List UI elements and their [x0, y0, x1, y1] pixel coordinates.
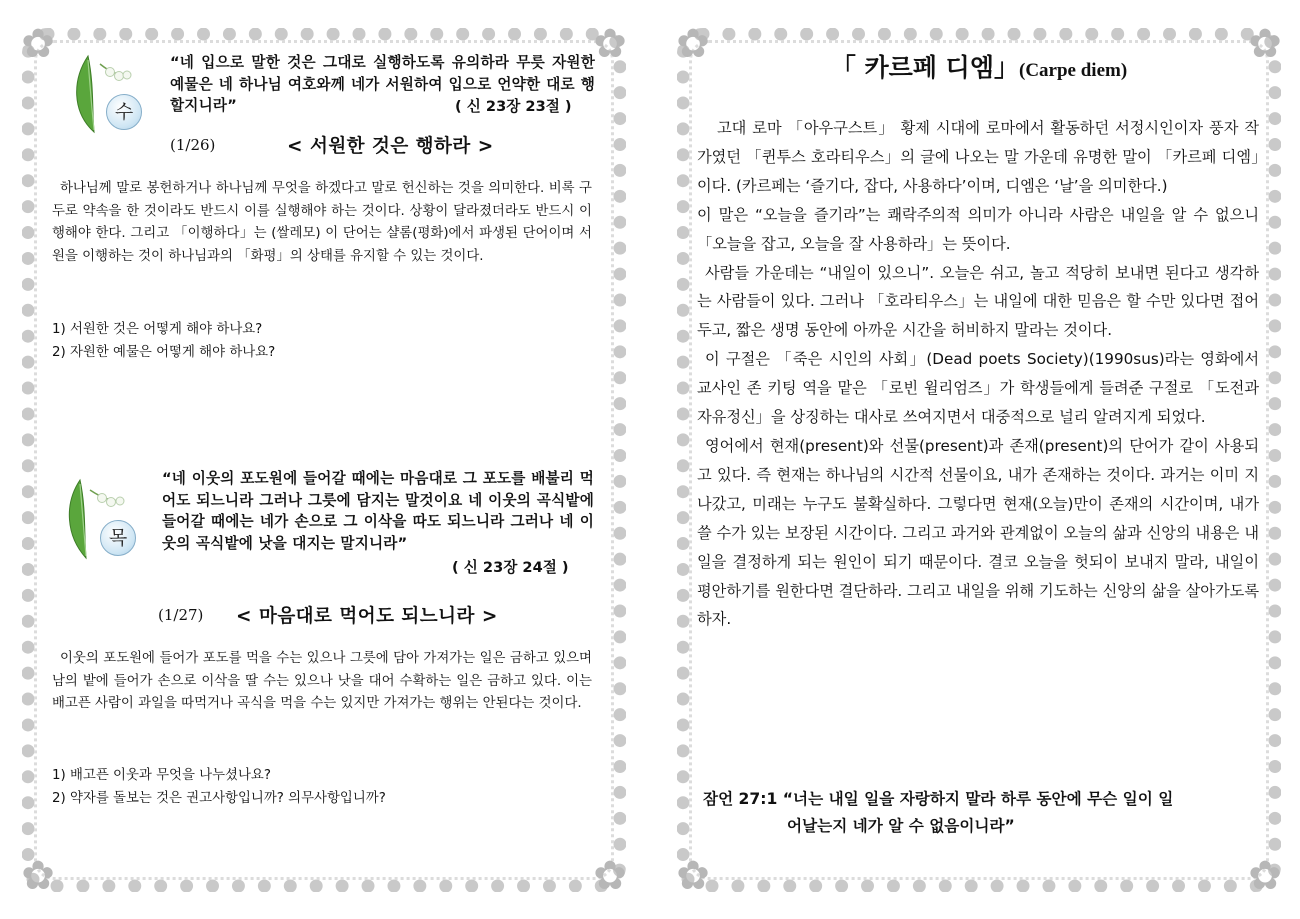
flower-corner-icon: ✿ [593, 21, 627, 67]
article-paragraph: 고대 로마 「아우구스트」 황제 시대에 로마에서 활동하던 서정시인이자 풍자 작가였던 「퀸투스 호라티우스」의 글에 나오는 말 가운데 유명한 말이 「카르페 디엠」이다. (카르페는 ‘즐기다, 잡다, 사용하다’이며, 디엠은 ‘날’을 의미한다.) [697, 119, 1259, 195]
lesson-body: 이웃의 포도원에 들어가 포도를 먹을 수는 있으나 그릇에 담아 가져가는 일은 금하고 있으며 남의 밭에 들어가 손으로 이삭을 딸 수는 있으나 낫을 대어 수확하는 일은 금하고 있다. 이는 배고픈 사람이 과일을 따먹거나 곡식을 먹을 수는 있지만 가져가는 행위는 안된다는 것이다. [52, 651, 592, 712]
lesson-body: 하나님께 말로 봉헌하거나 하나님께 무엇을 하겠다고 말로 헌신하는 것을 의미한다. 비록 구두로 약속을 한 것이라도 반드시 이를 실행해야 하는 것이다. 상황이 달라졌더라도 반드시 이행해야 한다. 그리고 「이행하다」는 (쌀레모) 이 단어는 샬롬(평화)에서 파생된 단어이며 서원을 이행하는 것이 하나님과의 「화평」의 상태를 유지할 수 있는 것이다. [52, 181, 592, 265]
flower-corner-icon: ✿ [21, 853, 55, 899]
verse-reference: ( 신 23장 24절 ) [452, 559, 569, 576]
discussion-questions [52, 318, 592, 364]
title-main: 「 카르페 디엠」 [830, 53, 1019, 82]
scripture-verse [162, 468, 594, 554]
discussion-questions [52, 764, 592, 810]
verse-text: “네 이웃의 포도원에 들어갈 때에는 마음대로 그 포도를 배불리 먹어도 되느니라 그러나 그릇에 담지는 말것이요 네 이웃의 곡식밭에 들어갈 때에는 네가 손으로 그 이삭을 따도 되느니라 그러나 네 이웃의 곡식밭에 낫을 대지는 말지니라” [162, 470, 594, 552]
lily-of-the-valley-icon [60, 476, 142, 562]
flower-corner-icon: ✿ [676, 853, 710, 899]
question-item: 1) 서원한 것은 어떻게 해야 하나요? [52, 322, 263, 337]
article-body [697, 114, 1259, 634]
lesson-title: < 서원한 것은 행하라 > [287, 136, 494, 157]
lily-of-the-valley-icon [66, 50, 148, 136]
question-item: 2) 자원한 예물은 어떻게 해야 하나요? [52, 345, 276, 360]
flower-corner-icon: ✿ [676, 21, 710, 67]
question-item: 1) 배고픈 이웃과 무엇을 나누셨나요? [52, 768, 271, 783]
title-latin: (Carpe diem) [1019, 60, 1128, 81]
verse-text: “네 입으로 말한 것은 그대로 실행하도록 유의하라 무릇 자원한 예물은 네 하나님 여호와께 네가 서원하여 입으로 언약한 대로 행할지니라” [170, 54, 595, 114]
lesson-title: < 마음대로 먹어도 되느니라 > [236, 606, 498, 627]
flower-corner-icon: ✿ [21, 21, 55, 67]
article-paragraph: 이 말은 “오늘을 즐기라”는 쾌락주의적 의미가 아니라 사람은 내일을 알 수 없으니 「오늘을 잡고, 오늘을 잘 사용하라」는 뜻이다. [697, 205, 1259, 253]
emblem-character: 목 [100, 520, 136, 556]
proverb-line: 어날는지 네가 알 수 없음이니라” [787, 817, 1015, 835]
closing-proverb [703, 786, 1263, 840]
lesson-date: (1/27) [158, 606, 204, 624]
article-paragraph: 이 구절은 「죽은 시인의 사회」(Dead poets Society)(1990sus)라는 영화에서 교사인 존 키팅 역을 맡은 「로빈 윌리엄즈」가 학생들에게 들려준 구절로 「도전과 자유정신」을 상징하는 대사로 쓰여지면서 대중적으로 널리 알려지게 되었다. [697, 350, 1259, 427]
article-paragraph: 사람들 가운데는 “내일이 있으니”. 오늘은 쉬고, 놀고 적당히 보내면 된다고 생각하는 사람들이 있다. 그러나 「호라티우스」는 내일에 대한 믿음은 할 수만 있다면 접어 두고, 짧은 생명 동안에 아까운 시간을 허비하지 말라는 것이다. [697, 263, 1259, 340]
verse-reference: ( 신 23장 23절 ) [455, 98, 572, 115]
flower-corner-icon: ✿ [1248, 21, 1282, 67]
left-page [21, 21, 627, 899]
flower-corner-icon: ✿ [593, 853, 627, 899]
flower-corner-icon: ✿ [1248, 853, 1282, 899]
lesson-date: (1/26) [170, 136, 216, 154]
question-item: 2) 약자를 돌보는 것은 권고사항입니까? 의무사항입니까? [52, 791, 386, 806]
article-title [677, 48, 1281, 84]
emblem-character: 수 [106, 94, 142, 130]
proverb-line: 잠언 27:1 “너는 내일 일을 자랑하지 말라 하루 동안에 무슨 일이 일 [703, 790, 1174, 808]
article-paragraph: 영어에서 현재(present)와 선물(present)과 존재(present)의 단어가 같이 사용되고 있다. 즉 현재는 하나님의 시간적 선물이요, 내가 존재하는 것이다. 과거는 이미 지나갔고, 미래는 누구도 불확실하다. 그렇다면 현재(오늘)만이 존재의 시간이며, 내가 쓸 수가 있는 보장된 시간이다. 그리고 과거와 관계없이 오늘의 삶과 신앙의 내용은 내일을 결정하게 되는 원인이 되기 때문이다. 결코 오늘을 헛되이 보내지 말라, 내일이 평안하기를 원한다면 결단하라. 그리고 내일을 위해 기도하는 신앙의 삶을 살아가도록 하자. [697, 436, 1259, 629]
right-page [676, 21, 1282, 899]
